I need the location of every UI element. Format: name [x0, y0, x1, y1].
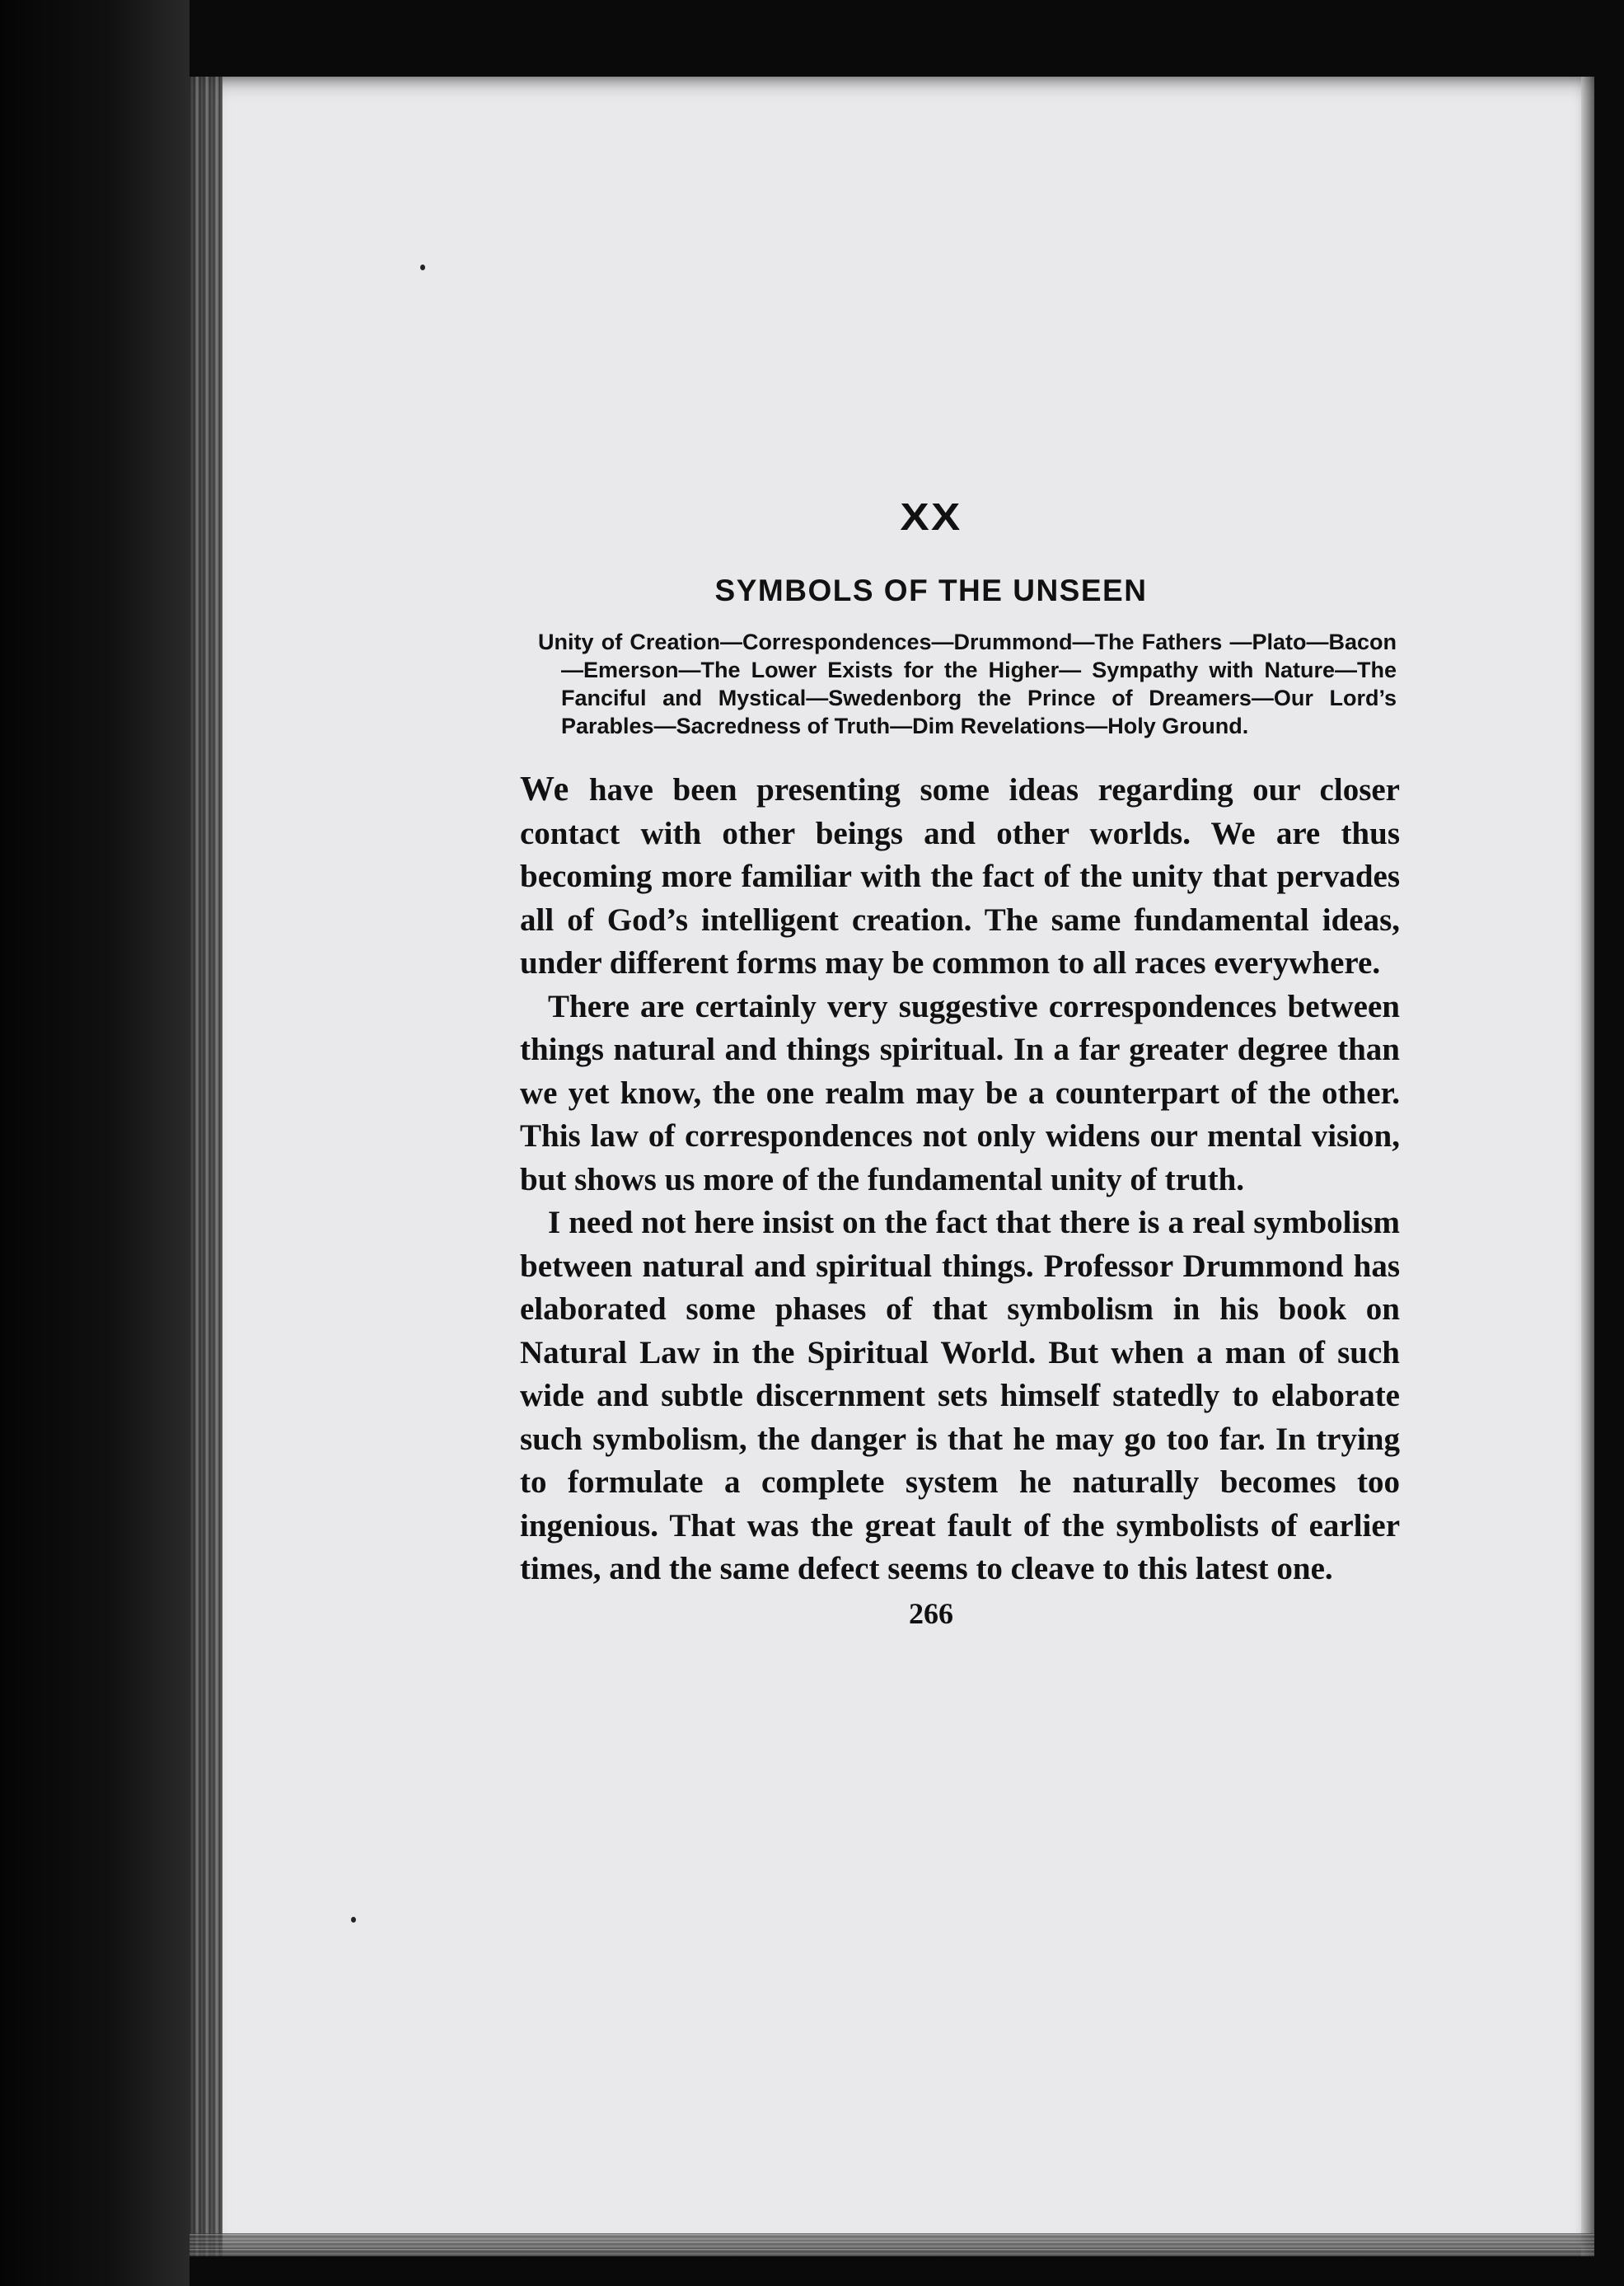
page-right-edge	[1581, 77, 1594, 2256]
ink-speck	[420, 265, 425, 270]
drop-cap: We	[520, 771, 570, 808]
paragraph-text: There are certainly very suggestive correspondences between things natural and things spiritual. In a far greater degree than we yet know, the one realm may be a counterpart of the other. This law of correspondences not only widens our mental vision, but shows us more of the fundamental unity of truth.	[520, 988, 1400, 1197]
chapter-number: XX	[900, 495, 962, 538]
page-bottom-edge	[190, 2233, 1594, 2256]
paragraph-text: I need not here insist on the fact that there is a real symbolism between natural and spiritual things. Professor Drummond has elaborated some phases of that symbolism in his book on Natural Law in the Spiritual World. But when a man of such wide and subtle discernment sets himself statedly to elaborate such symbolism, the danger is that he may go too far. In trying to formulate a complete system he naturally becomes too ingenious. That was the great fault of the symbolists of earlier times, and the same defect seems to cleave to this latest one.	[520, 1205, 1400, 1586]
page-content	[334, 494, 1400, 1631]
body-paragraph-3	[520, 1202, 1400, 1591]
page-number: 266	[909, 1596, 953, 1630]
ink-speck	[351, 1917, 356, 1923]
scan-background	[0, 0, 190, 2286]
chapter-title: SYMBOLS OF THE UNSEEN	[714, 574, 1148, 607]
body-paragraph-2	[520, 986, 1400, 1202]
paragraph-text: have been presenting some ideas regarding our closer contact with other beings and other worlds. We are thus becoming more familiar with the fact of the unity that pervades all of God’s intelligent creation. The same fundamental ideas, under different forms may be common to all races everywhere.	[520, 772, 1400, 981]
chapter-synopsis: Unity of Creation—Correspondences—Drummond—The Fathers —Plato—Bacon—Emerson—The Lower Exists for the Higher— Sympathy with Nature—The Fanciful and Mystical—Swedenborg the Prince of Dreamers—Our Lord’s Parables—Sacredness of Truth—Dim Revelations—Holy Ground.	[538, 630, 1397, 738]
body-paragraph-1	[520, 768, 1400, 986]
page-gutter-edge	[190, 77, 222, 2256]
